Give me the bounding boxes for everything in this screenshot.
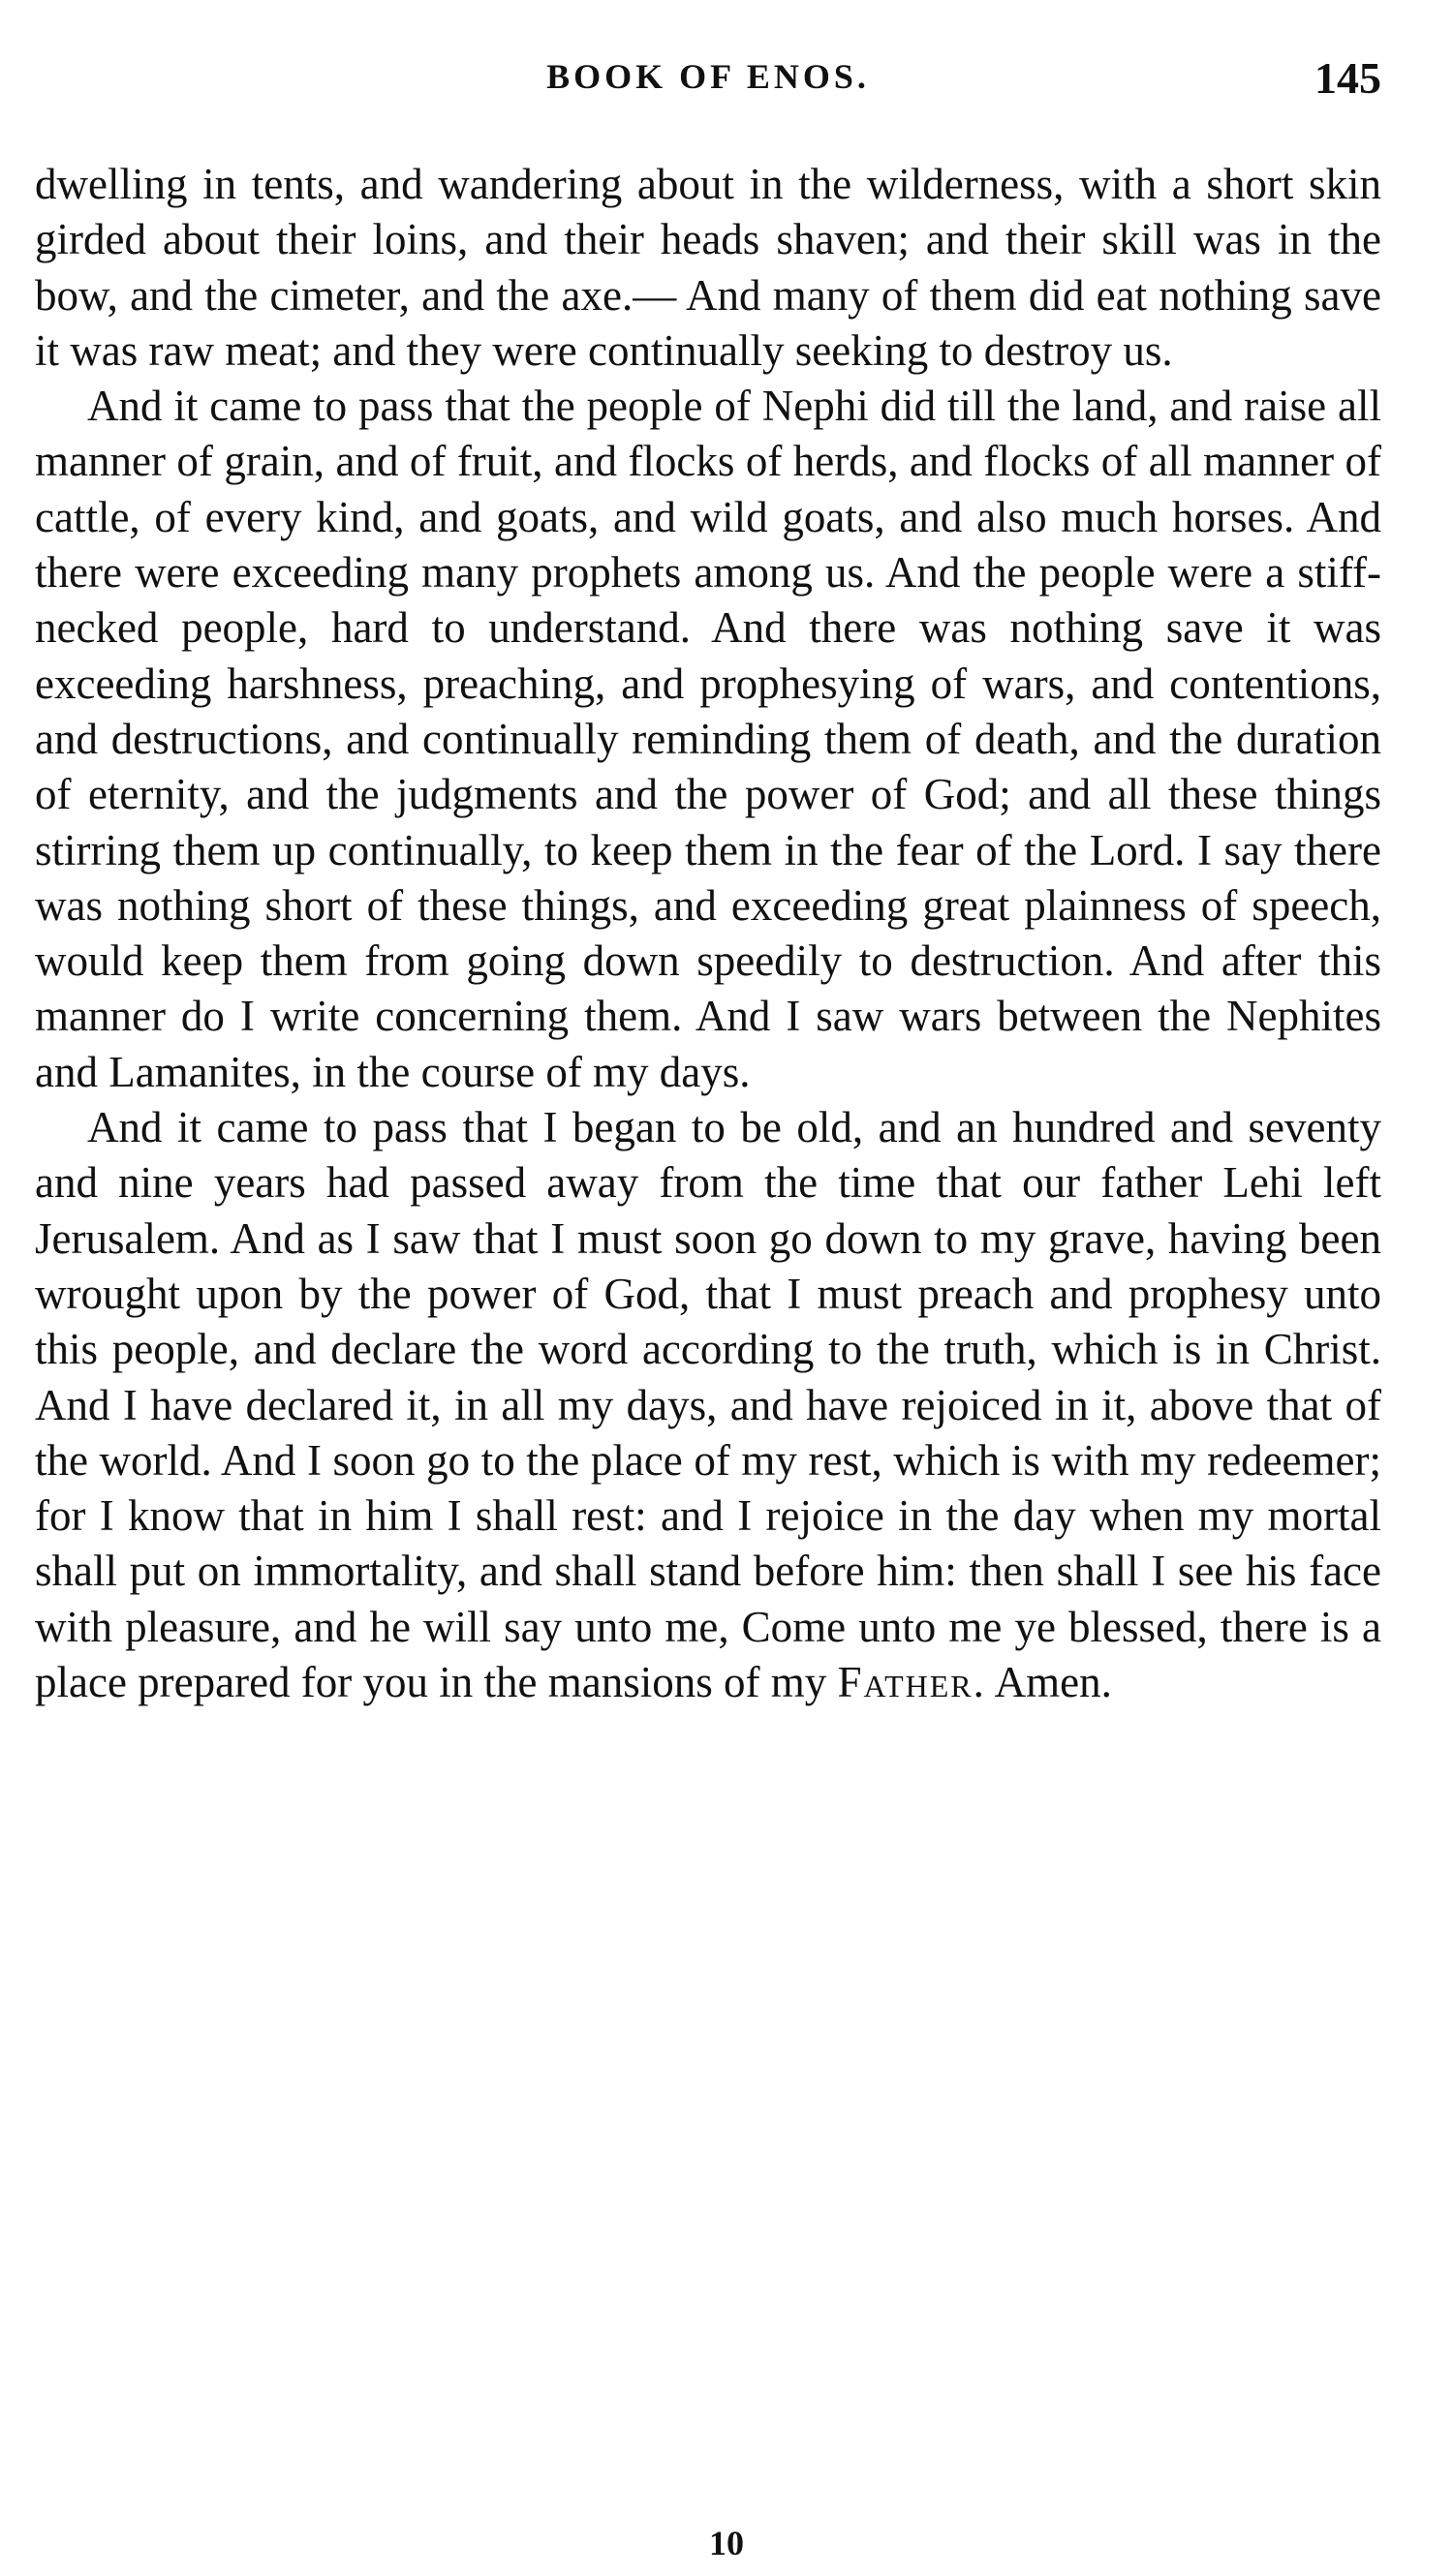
running-title: BOOK OF ENOS. bbox=[546, 57, 870, 96]
signature-mark: 10 bbox=[709, 2524, 744, 2562]
paragraph-3-amen: Amen. bbox=[985, 1658, 1112, 1707]
paragraph-1: dwelling in tents, and wandering about in the wilderness, with a short skin girded about their loins, and their heads shaven; and their skill was in the bow, and the cimeter, and the axe.— And many of them did eat nothing save it was raw meat; and they were continually seeking to destroy us. bbox=[35, 160, 1381, 375]
paragraph-2: And it came to pass that the people of Nephi did till the land, and raise all manner of grain, and of fruit, and flocks of herds, and flocks of all manner of cattle, of every kind, and goats, and wild goats, and also much horses. And there were exceeding many prophets among us. And the people were a stiff-necked people, hard to understand. And there was nothing save it was exceeding harshness, preaching, and prophesying of wars, and contentions, and destructions, and continually reminding them of death, and the duration of eternity, and the judgments and the power of God; and all these things stirring them up continually, to keep them in the fear of the Lord. I say there was nothing short of these things, and exceeding great plainness of speech, would keep them from going down speedily to destruction. And after this manner do I write concerning them. And I saw wars between the Nephites and Lamanites, in the course of my days. bbox=[35, 382, 1381, 1096]
page-number: 145 bbox=[1314, 53, 1381, 103]
text-body bbox=[35, 157, 1381, 1710]
paragraph-3-text: And it came to pass that I began to be old, and an hundred and seventy and nine years had passed away from the time that our father Lehi left Jerusalem. And as I saw that I must soon go down to my grave, having been wrought upon by the power of God, that I must preach and prophesy unto this people, and declare the word according to the truth, which is in Christ. And I have declared it, in all my days, and have rejoiced in it, above that of the world. And I soon go to the place of my rest, which is with my redeemer; for I know that in him I shall rest: and I rejoice in the day when my mortal shall put on immortality, and shall stand before him: then shall I see his face with pleasure, and he will say unto me, Come unto me ye blessed, there is a place prepared for you in the mansions of my bbox=[35, 1103, 1381, 1707]
paragraph-3 bbox=[35, 1100, 1381, 1710]
father-small-caps: Father. bbox=[837, 1658, 986, 1707]
running-head bbox=[35, 53, 1381, 114]
